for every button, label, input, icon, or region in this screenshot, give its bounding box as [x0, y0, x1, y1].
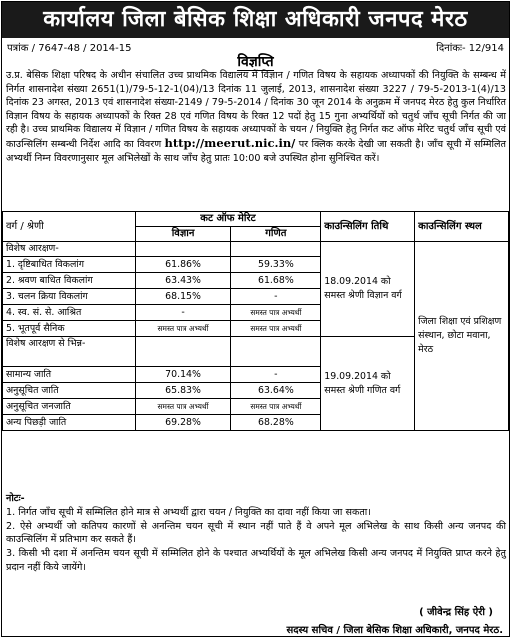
notice-page — [1, 1, 510, 637]
notice-body-part1: उ.प्र. बेसिक शिक्षा परिषद के अधीन संचालित उच्च प्राथमिक विद्यालय में विज्ञान / गणित विषय के सहायक अध्यापकों की नियुक्ति के सम्बन्ध में निर्गत शासनादेश संख्या 2651(1)/79-5-12-1(04)/13 दिनांक 11 जुलाई, 2013, शासनादेश संख्या 3227 / 79-5-2013-1(4)/13 दिनांक 23 अगस्त, 2013 एवं शासनादेश संख्या-2149 / 79-5-2014 / दिनांक 30 जून 2014 के अनुक्रम में जनपद मेरठ हेतु कुल निर्धारित विज्ञान विषय के सहायक अध्यापकों के रिक्त 28 एवं गणित विषय के रिक्त 12 पदों हेतु 15 गुना अभ्यर्थियों को चतुर्थ जाँच सूची निर्गत की जा रही है। उच्च प्राथमिक विद्यालय में विज्ञान / गणित विषय के सहायक अध्यापकों के चयन / नियुक्ति हेतु निर्गत कट ऑफ मेरिट चतुर्थ जाँच सूची एवं काउन्सिलिंग सम्बन्धी निर्देश आदि का विवरण — [6, 70, 506, 150]
science-cutoff: 70.14% — [135, 367, 231, 383]
cutoff-table — [2, 211, 509, 431]
section-special-reservation: विशेष आरक्षण- — [3, 242, 136, 257]
row-label: 2. श्रवण बाधित विकलांग — [3, 273, 136, 289]
notice-date: दिनांकः- 12/914 — [436, 43, 504, 54]
note-item: 2. ऐसे अभ्यर्थी जो कतिपय कारणों से अनन्तिम चयन सूची में स्थान नहीं पाते हैं वे अपने मूल अभिलेख के साथ किसी अन्य जनपद की काउन्सिलिंग में प्रतिभाग कर सकते हैं। — [6, 520, 506, 546]
row-label: अनुसूचित जाति — [3, 383, 136, 399]
science-cutoff: 68.15% — [135, 289, 231, 305]
row-label: अनुसूचित जनजाति — [3, 399, 136, 415]
science-cutoff: - — [135, 305, 231, 321]
signatory-designation: सदस्य सचिव / जिला बेसिक शिक्षा अधिकारी, जनपद मेरठ. — [286, 625, 503, 636]
notice-body — [6, 69, 506, 165]
math-cutoff: 61.68% — [231, 273, 321, 289]
row-label: 3. चलन क्रिया विकलांग — [3, 289, 136, 305]
math-cutoff: 63.64% — [231, 383, 321, 399]
math-cutoff: 68.28% — [231, 415, 321, 431]
science-cutoff: 63.43% — [135, 273, 231, 289]
science-cutoff: 69.28% — [135, 415, 231, 431]
row-label: 5. भूतपूर्व सैनिक — [3, 321, 136, 337]
note-item: 3. किसी भी दशा में अनन्तिम चयन सूची में सम्मिलित होने के पश्चात अभ्यर्थियों के मूल अभिलेख किसी अन्य जनपद में नियुक्ति प्राप्त करने हेतु प्रदान नहीं किये जायेंगे। — [6, 548, 506, 573]
section-non-special-reservation: विशेष आरक्षण से भिन्न- — [3, 337, 136, 367]
notice-heading-text: विज्ञप्ति — [237, 54, 274, 70]
counselling-place: जिला शिक्षा एवं प्रशिक्षण संस्थान, छोटा मवाना, मेरठ — [415, 242, 509, 431]
notes-section — [6, 492, 506, 575]
math-cutoff: समस्त पात्र अभ्यर्थी — [231, 321, 321, 337]
math-cutoff: 59.33% — [231, 257, 321, 273]
science-cutoff: 61.86% — [135, 257, 231, 273]
header-category: वर्ग / श्रेणी — [3, 212, 136, 242]
science-cutoff: समस्त पात्र अभ्यर्थी — [135, 321, 231, 337]
math-cutoff: - — [231, 289, 321, 305]
notes-title: नोटः- — [6, 493, 25, 504]
office-title-banner: कार्यालय जिला बेसिक शिक्षा अधिकारी जनपद मेरठ — [2, 2, 509, 38]
counselling-date-math: 19.09.2014 को समस्त श्रेणी गणित वर्ग — [321, 337, 415, 431]
signatory-name: ( जीवेन्द्र सिंह ऐरी ) — [419, 607, 493, 618]
row-label: 4. स्व. सं. से. आश्रित — [3, 305, 136, 321]
row-label: सामान्य जाति — [3, 367, 136, 383]
header-cutoff: कट ऑफ मेरिट — [135, 212, 321, 227]
header-counselling-place: काउन्सिलिंग स्थल — [415, 212, 509, 242]
math-cutoff: - — [231, 367, 321, 383]
science-cutoff: 65.83% — [135, 383, 231, 399]
math-cutoff: समस्त पात्र अभ्यर्थी — [231, 305, 321, 321]
reference-number: पत्रांक / 7647-48 / 2014-15 — [7, 43, 132, 54]
science-cutoff: समस्त पात्र अभ्यर्थी — [135, 399, 231, 415]
counselling-date-science: 18.09.2014 को समस्त श्रेणी विज्ञान वर्ग — [321, 242, 415, 337]
header-math: गणित — [231, 227, 321, 242]
header-counselling-date: काउन्सिलिंग तिथि — [321, 212, 415, 242]
math-cutoff: समस्त पात्र अभ्यर्थी — [231, 399, 321, 415]
website-link[interactable]: http://meerut.nic.in/ — [164, 135, 296, 150]
notice-body-part2: पर क्लिक करके देखी जा सकती है। जाँच सूची में सम्मिलित अभ्यर्थी निम्न विवरणानुसार मूल अभिलेखों के साथ जाँच हेतु प्रातः 10:00 बजे उपस्थित होना सुनिश्चित करें। — [6, 138, 506, 164]
note-item: 1. निर्गत जाँच सूची में सम्मिलित होने मात्र से अभ्यर्थी द्वारा चयन / नियुक्ति का दावा नहीं किया जा सकता। — [6, 506, 371, 518]
row-label: 1. दृष्टिबाधित विकलांग — [3, 257, 136, 273]
row-label: अन्य पिछड़ी जाति — [3, 415, 136, 431]
header-science: विज्ञान — [135, 227, 231, 242]
